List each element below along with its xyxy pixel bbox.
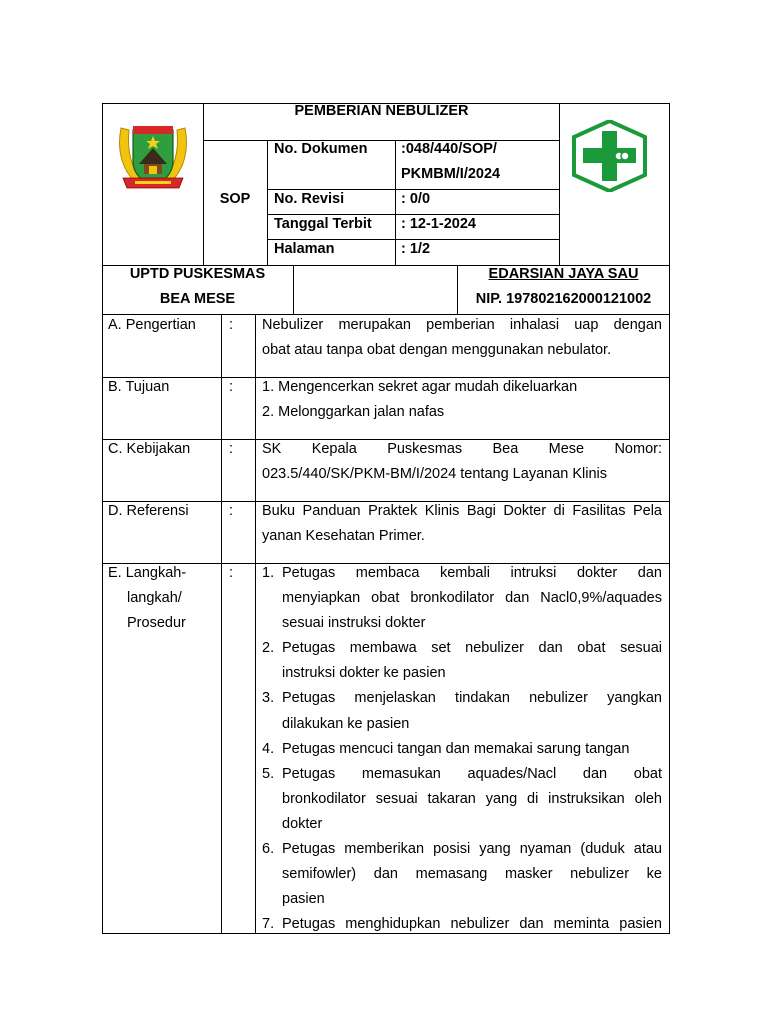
procedure-steps [262, 561, 662, 937]
procedure-step [262, 762, 662, 837]
procedure-step [262, 912, 662, 937]
header-divider [395, 140, 396, 265]
step-line: Petugas membawa set nebulizer dan obat sesuai [282, 640, 662, 657]
section-content-tujuan [262, 375, 662, 425]
regional-emblem-icon [115, 118, 191, 192]
content-line: Buku Panduan Praktek Klinis Bagi Dokter di Fasilitas Pela [262, 503, 662, 519]
step-line: dilakukan ke pasien [282, 715, 410, 732]
step-number: 6. [262, 841, 275, 858]
body-divider [221, 314, 222, 934]
step-line: semifowler) dan memasang masker nebulizer ke [282, 866, 662, 883]
section-colon: : [229, 379, 234, 395]
org-name: UPTD PUSKESMAS [129, 266, 266, 282]
section-label-kebijakan: C. Kebijakan [108, 441, 191, 457]
signer-nip: NIP. 197802162000121002 [475, 291, 652, 307]
step-line: bronkodilator sesuai takaran yang di instruksikan oleh [282, 790, 662, 807]
section-content-pengertian [262, 313, 662, 363]
content-line: obat atau tanpa obat dengan menggunakan nebulator. [262, 342, 612, 358]
content-line: Nebulizer merupakan pemberian inhalasi uap dengan [262, 317, 662, 333]
procedure-step [262, 636, 662, 686]
section-content-referensi [262, 499, 662, 549]
section-label-langkah: Prosedur [127, 615, 186, 631]
revision-label: No. Revisi [274, 191, 345, 207]
section-colon: : [229, 317, 234, 333]
procedure-step [262, 561, 662, 636]
content-line: SK Kepala Puskesmas Bea Mese Nomor: [262, 441, 662, 457]
header-divider [203, 140, 560, 141]
issue-date-value: : 12-1-2024 [401, 216, 476, 232]
table-border-right [669, 103, 670, 934]
step-line: Petugas memasukan aquades/Nacl dan obat [282, 765, 662, 782]
step-line: Petugas memberikan posisi yang nyaman (duduk atau [282, 841, 662, 858]
step-line: menyiapkan obat bronkodilator dan Nacl0,9%/aquades [282, 590, 662, 607]
content-line: yanan Kesehatan Primer. [262, 528, 425, 544]
step-line: Petugas membaca kembali intruksi dokter dan [282, 565, 662, 581]
section-label-langkah: E. Langkah- [108, 565, 187, 581]
issue-date-label: Tanggal Terbit [274, 216, 372, 232]
step-number: 4. [262, 740, 275, 757]
content-line: 2. Melonggarkan jalan nafas [262, 404, 445, 420]
section-colon: : [229, 441, 234, 457]
header-divider [267, 140, 268, 265]
org-divider [293, 265, 294, 314]
section-label-pengertian: A. Pengertian [108, 317, 196, 333]
body-divider [255, 314, 256, 934]
revision-value: : 0/0 [401, 191, 431, 207]
table-border-left [102, 103, 103, 934]
step-line: sesuai instruksi dokter [282, 615, 426, 632]
content-line: 1. Mengencerkan sekret agar mudah dikeluarkan [262, 379, 578, 395]
step-line: dokter [282, 815, 323, 832]
org-name: BEA MESE [159, 291, 236, 307]
document-title: PEMBERIAN NEBULIZER [294, 103, 469, 119]
section-colon: : [229, 565, 234, 581]
step-line: Petugas mencuci tangan dan memakai sarung tangan [282, 740, 630, 757]
procedure-step [262, 737, 662, 762]
page-label: Halaman [274, 241, 335, 257]
step-number: 7. [262, 916, 275, 933]
doc-number-value: :048/440/SOP/ [401, 141, 497, 157]
step-line: Petugas menjelaskan tindakan nebulizer yangkan [282, 690, 662, 707]
header-divider [559, 103, 560, 265]
step-number: 2. [262, 640, 275, 657]
section-label-tujuan: B. Tujuan [108, 379, 170, 395]
doc-number-label: No. Dokumen [274, 141, 368, 157]
procedure-step [262, 837, 662, 912]
step-number: 5. [262, 765, 275, 782]
section-label-referensi: D. Referensi [108, 503, 189, 519]
step-number: 3. [262, 690, 275, 707]
content-line: 023.5/440/SK/PKM-BM/I/2024 tentang Layanan Klinis [262, 466, 607, 482]
signer-name: EDARSIAN JAYA SAU [488, 266, 639, 282]
step-line: Petugas menghidupkan nebulizer dan meminta pasien [282, 916, 662, 933]
procedure-step [262, 686, 662, 736]
section-content-kebijakan [262, 437, 662, 487]
step-line: instruksi dokter ke pasien [282, 665, 446, 682]
doc-number-value: PKMBM/I/2024 [401, 166, 501, 182]
header-divider [203, 103, 204, 265]
page-value: : 1/2 [401, 241, 431, 257]
section-colon: : [229, 503, 234, 519]
puskesmas-cross-icon [571, 120, 648, 192]
step-number: 1. [262, 565, 275, 581]
sop-label: SOP [219, 191, 251, 207]
step-line: pasien [282, 891, 325, 908]
section-label-langkah: langkah/ [127, 590, 182, 606]
